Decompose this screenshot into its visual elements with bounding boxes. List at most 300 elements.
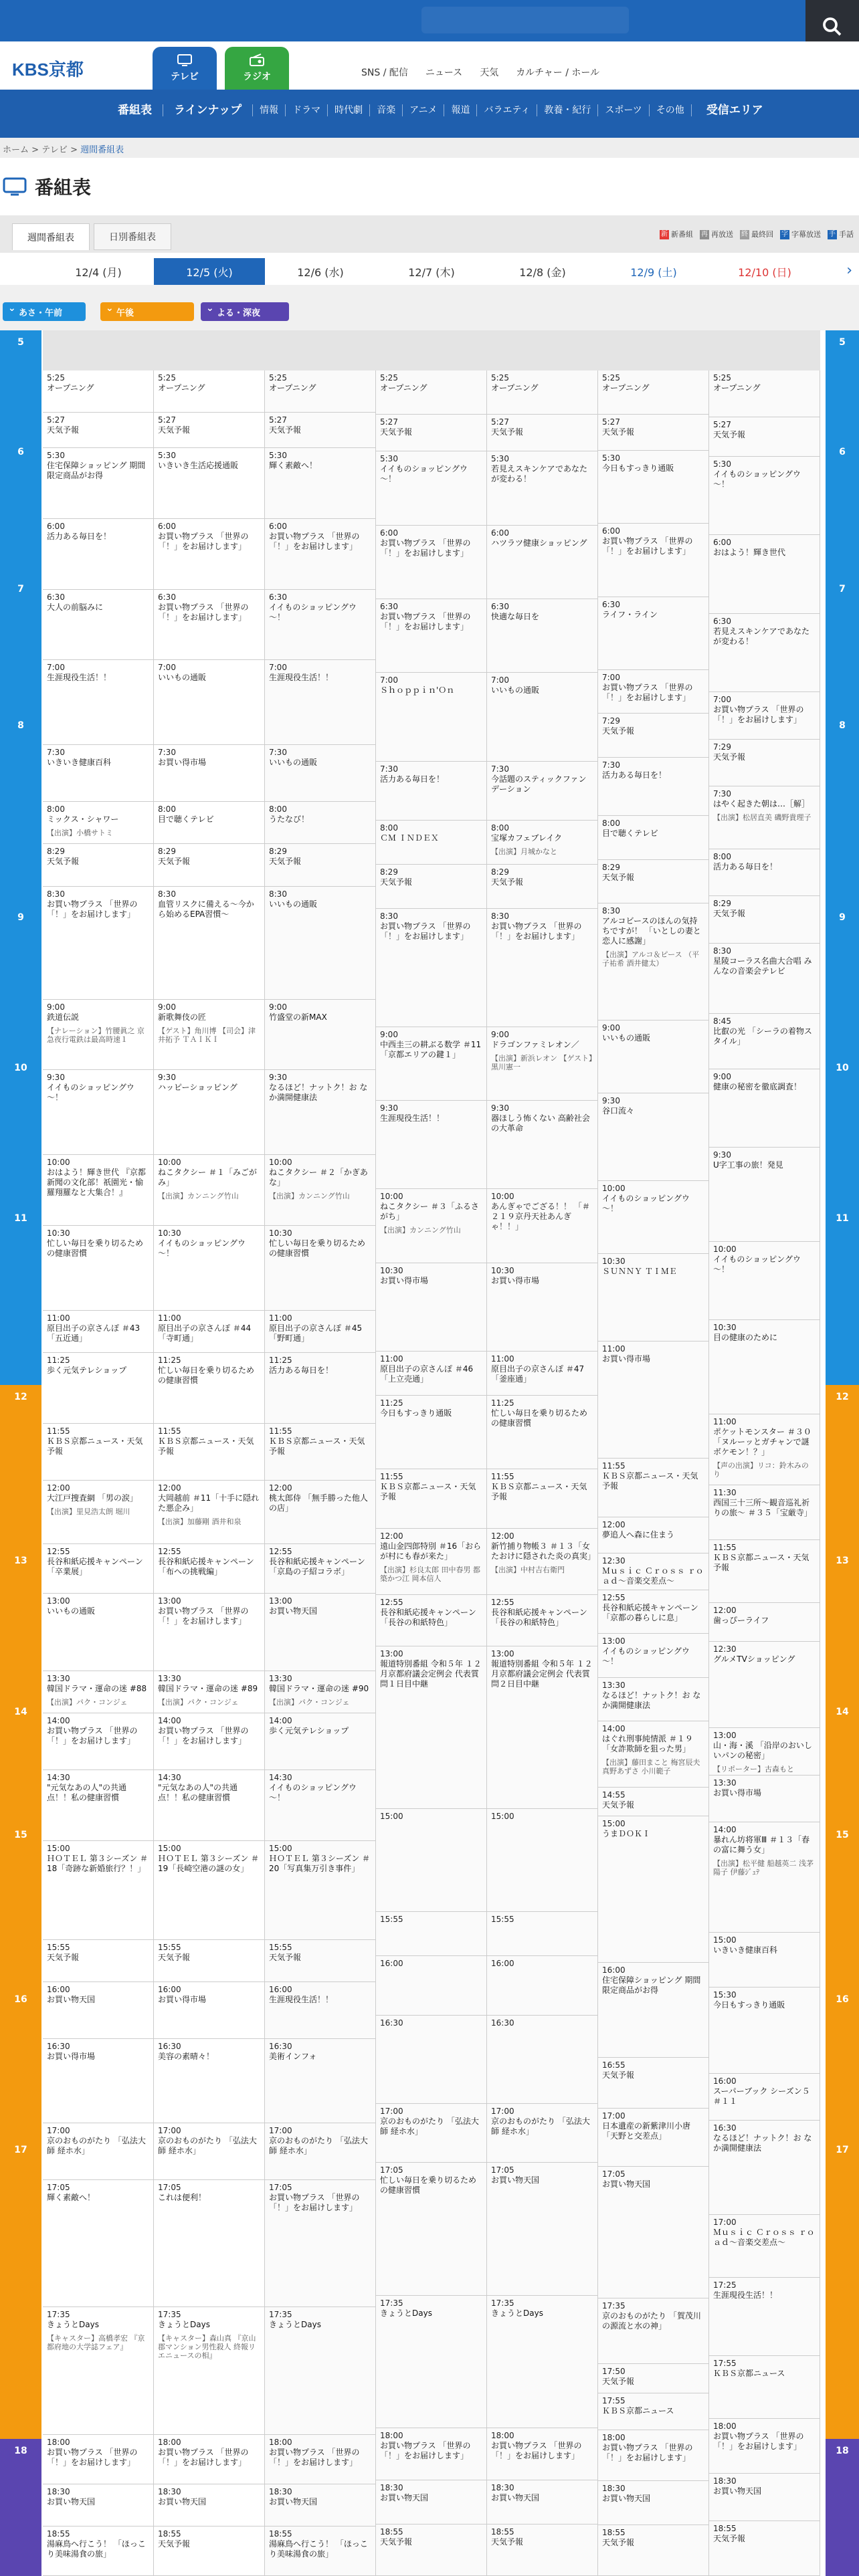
nav-news[interactable]: 報道 [444, 104, 477, 116]
program-cell[interactable] [265, 2307, 376, 2434]
program-cell[interactable] [487, 909, 598, 1027]
program-cell[interactable] [43, 2527, 154, 2576]
header-link-culture[interactable]: カルチャー / ホール [516, 68, 600, 78]
program-cell[interactable] [709, 1242, 820, 1320]
program-title: 京のおものがたり 「弘法大師 経ホ水」 [269, 2136, 368, 2156]
program-cell[interactable] [376, 1189, 487, 1263]
program-cell[interactable] [709, 1728, 820, 1775]
program-time: 16:00 [269, 1985, 292, 1995]
nav-jidaigeki[interactable]: 時代劇 [328, 104, 370, 116]
program-cell[interactable] [154, 844, 265, 886]
program-time: 14:00 [602, 1724, 626, 1734]
program-cell[interactable] [154, 2123, 265, 2180]
program-cell[interactable] [598, 1459, 709, 1517]
program-cell[interactable] [709, 417, 820, 457]
program-time: 8:29 [269, 847, 287, 857]
program-cell[interactable] [43, 1982, 154, 2039]
program-cell[interactable] [265, 2435, 376, 2484]
program-cell[interactable] [154, 2484, 265, 2527]
program-cell[interactable] [43, 887, 154, 1000]
program-cell[interactable] [265, 1070, 376, 1155]
program-cell[interactable] [598, 1181, 709, 1254]
program-cell[interactable] [376, 1101, 487, 1189]
program-cell[interactable] [43, 2307, 154, 2434]
program-cell[interactable] [709, 1320, 820, 1414]
program-cell[interactable] [598, 758, 709, 816]
program-cell[interactable] [376, 1469, 487, 1528]
program-cell[interactable] [598, 2298, 709, 2364]
program-cell[interactable] [154, 1481, 265, 1544]
program-cell[interactable] [376, 451, 487, 525]
program-cell[interactable] [265, 1000, 376, 1071]
date-tab[interactable]: 12/7 (木) [408, 265, 455, 279]
program-cell[interactable] [265, 590, 376, 661]
program-cell[interactable] [598, 1788, 709, 1817]
program-cell[interactable] [487, 1912, 598, 1956]
program-cell[interactable] [709, 1776, 820, 1822]
program-cell[interactable] [265, 887, 376, 1000]
program-cell[interactable] [265, 660, 376, 745]
program-cell[interactable] [709, 1642, 820, 1728]
program-cell[interactable] [709, 2474, 820, 2520]
nav-schedule[interactable]: 番組表 [107, 104, 163, 116]
program-cell[interactable] [487, 1469, 598, 1528]
program-cell[interactable] [154, 1424, 265, 1481]
program-cell[interactable] [376, 1396, 487, 1469]
program-cell[interactable] [487, 451, 598, 525]
program-cell[interactable] [376, 865, 487, 909]
nav-anime[interactable]: アニメ [403, 104, 444, 116]
program-cell[interactable] [265, 1226, 376, 1311]
program-title: お買い物天国 [491, 2175, 540, 2185]
program-cell[interactable] [376, 673, 487, 761]
program-cell[interactable] [154, 1000, 265, 1071]
program-title: イイものショッピングウ～！ [713, 469, 801, 490]
program-time: 14:00 [47, 1716, 70, 1726]
program-cell[interactable] [709, 370, 820, 417]
program-cell[interactable] [709, 740, 820, 786]
nav-reception-area[interactable]: 受信エリア [706, 104, 763, 117]
program-cell[interactable] [43, 2435, 154, 2484]
program-cell[interactable] [43, 1671, 154, 1713]
program-cell[interactable] [43, 844, 154, 886]
program-cell[interactable] [487, 2296, 598, 2429]
date-tab[interactable]: 12/8 (金) [519, 265, 566, 279]
date-selector [0, 253, 859, 285]
program-cell[interactable] [154, 1155, 265, 1226]
program-cell[interactable] [376, 821, 487, 865]
program-title: ねこタクシー ＃３「ふるさがち」 [380, 1202, 479, 1222]
program-cell[interactable] [43, 1544, 154, 1594]
program-cell[interactable] [709, 1603, 820, 1642]
program-time: 12:55 [158, 1546, 181, 1556]
program-cell[interactable] [598, 816, 709, 860]
program-cell[interactable] [376, 1646, 487, 1809]
program-cell[interactable] [598, 1517, 709, 1554]
program-cell[interactable] [709, 457, 820, 535]
program-cell[interactable] [376, 1529, 487, 1595]
program-title: 原目出子の京さんぽ ＃47「釜座通」 [491, 1364, 585, 1384]
program-cell[interactable] [709, 1933, 820, 1988]
program-cell[interactable] [376, 1809, 487, 1912]
program-cell[interactable] [154, 1311, 265, 1353]
breadcrumb-tv[interactable]: テレビ [41, 145, 68, 155]
program-cell[interactable] [154, 1982, 265, 2039]
program-cell[interactable] [598, 524, 709, 597]
program-cell[interactable] [376, 2016, 487, 2104]
program-cell[interactable] [487, 1189, 598, 1263]
program-title: 活力ある毎日を！ [47, 531, 112, 541]
program-time: 8:30 [602, 906, 620, 916]
program-description: 【出演】カンニング竹山 [158, 1192, 239, 1201]
program-cell[interactable] [709, 1414, 820, 1485]
program-cell[interactable] [598, 1963, 709, 2058]
program-cell[interactable] [154, 2527, 265, 2576]
band-afternoon[interactable]: ⌄ 午後 [100, 302, 194, 321]
program-cell[interactable] [598, 1254, 709, 1341]
program-cell[interactable] [376, 762, 487, 821]
program-cell[interactable] [43, 1000, 154, 1071]
program-cell[interactable] [487, 762, 598, 821]
program-cell[interactable] [709, 786, 820, 849]
program-cell[interactable] [598, 860, 709, 904]
program-cell[interactable] [487, 1027, 598, 1101]
program-cell[interactable] [598, 2481, 709, 2525]
program-cell[interactable] [265, 413, 376, 448]
program-cell[interactable] [43, 519, 154, 590]
program-time: 15:00 [491, 1811, 514, 1821]
nav-music[interactable]: 音楽 [370, 104, 403, 116]
program-cell[interactable] [487, 2163, 598, 2296]
program-cell[interactable] [376, 2525, 487, 2576]
program-cell[interactable] [265, 2180, 376, 2307]
program-cell[interactable] [487, 1646, 598, 1809]
program-cell[interactable] [487, 1396, 598, 1469]
program-cell[interactable] [598, 1093, 709, 1181]
program-time: 5:30 [602, 453, 620, 463]
legend-mark-icon: 再 [701, 231, 708, 238]
program-cell[interactable] [487, 1595, 598, 1646]
program-cell[interactable] [43, 1155, 154, 1226]
program-title: Ｍｕｓｉｃ Ｃｒｏｓｓ ｒｏａｄ～音楽交差点～ [602, 1566, 704, 1586]
program-cell[interactable] [154, 1770, 265, 1841]
program-cell[interactable] [265, 2527, 376, 2576]
program-cell[interactable] [265, 448, 376, 519]
program-cell[interactable] [43, 802, 154, 844]
program-cell[interactable] [487, 2016, 598, 2104]
program-cell[interactable] [709, 2215, 820, 2278]
program-cell[interactable] [265, 1481, 376, 1544]
program-time: 8:30 [158, 889, 176, 899]
program-cell[interactable] [154, 802, 265, 844]
program-cell[interactable] [709, 2521, 820, 2576]
program-cell[interactable] [265, 2039, 376, 2124]
program-time: 16:30 [47, 2041, 70, 2051]
program-time: 16:00 [602, 1965, 626, 1975]
program-cell[interactable] [43, 745, 154, 802]
program-cell[interactable] [154, 1594, 265, 1671]
program-cell[interactable] [154, 1226, 265, 1311]
program-cell[interactable] [487, 673, 598, 761]
program-cell[interactable] [598, 1553, 709, 1590]
program-cell[interactable] [43, 1770, 154, 1841]
program-cell[interactable] [265, 1544, 376, 1594]
program-cell[interactable] [709, 1148, 820, 1242]
program-cell[interactable] [376, 909, 487, 1027]
program-cell[interactable] [598, 1341, 709, 1459]
program-title: オープニング [380, 383, 427, 393]
program-cell[interactable] [376, 1263, 487, 1352]
site-logo[interactable]: KBS京都 [12, 60, 84, 80]
program-cell[interactable] [598, 2058, 709, 2109]
nav-culture[interactable]: 教養・紀行 [537, 104, 598, 116]
program-title: 比叡の光 「シーラの着物スタイル」 [713, 1027, 812, 1047]
program-cell[interactable] [709, 1069, 820, 1148]
program-cell[interactable] [487, 1263, 598, 1352]
program-cell[interactable] [43, 2484, 154, 2527]
program-cell[interactable] [265, 1155, 376, 1226]
program-cell[interactable] [43, 660, 154, 745]
program-cell[interactable] [487, 1101, 598, 1189]
program-cell[interactable] [709, 2419, 820, 2474]
program-cell[interactable] [265, 1982, 376, 2039]
nav-info[interactable]: 情報 [253, 104, 286, 116]
program-cell[interactable] [43, 413, 154, 448]
program-cell[interactable] [265, 1770, 376, 1841]
program-cell[interactable] [265, 745, 376, 802]
program-cell[interactable] [376, 526, 487, 599]
program-cell[interactable] [43, 2180, 154, 2307]
program-cell[interactable] [376, 2480, 487, 2525]
tab-weekly[interactable]: 週間番組表 [12, 223, 90, 250]
program-cell[interactable] [598, 903, 709, 1021]
program-cell[interactable] [265, 519, 376, 590]
band-morning[interactable]: ⌄ あさ・午前 [3, 302, 86, 321]
program-cell[interactable] [154, 2039, 265, 2124]
program-cell[interactable] [265, 1713, 376, 1770]
program-cell[interactable] [376, 2104, 487, 2163]
program-cell[interactable] [43, 448, 154, 519]
date-tab[interactable]: 12/9 (土) [630, 265, 677, 279]
program-cell[interactable] [265, 1671, 376, 1713]
program-cell[interactable] [43, 1940, 154, 1982]
program-cell[interactable] [43, 1070, 154, 1155]
program-cell[interactable] [265, 1841, 376, 1940]
program-title: 目の健康のために [713, 1333, 778, 1343]
breadcrumb-home[interactable]: ホーム [3, 145, 29, 155]
program-cell[interactable] [43, 1594, 154, 1671]
program-cell[interactable] [265, 370, 376, 413]
program-cell[interactable] [43, 2039, 154, 2124]
program-cell[interactable] [43, 1481, 154, 1544]
program-cell[interactable] [709, 2278, 820, 2356]
program-cell[interactable] [154, 519, 265, 590]
program-cell[interactable] [154, 1713, 265, 1770]
program-cell[interactable] [265, 1940, 376, 1982]
program-cell[interactable] [376, 1027, 487, 1101]
program-cell[interactable] [154, 448, 265, 519]
program-cell[interactable] [598, 1021, 709, 1093]
program-cell[interactable] [376, 370, 487, 415]
program-cell[interactable] [709, 2074, 820, 2121]
program-time: 18:30 [602, 2484, 626, 2494]
program-cell[interactable] [154, 1544, 265, 1594]
program-cell[interactable] [154, 1940, 265, 1982]
program-cell[interactable] [154, 1671, 265, 1713]
program-cell[interactable] [709, 535, 820, 613]
date-tab[interactable]: 12/4 (月) [75, 265, 122, 279]
date-tab[interactable]: 12/5 (火) [154, 258, 265, 285]
program-cell[interactable] [709, 1014, 820, 1069]
program-cell[interactable] [598, 1816, 709, 1962]
program-cell[interactable] [598, 1634, 709, 1678]
program-cell[interactable] [376, 599, 487, 673]
tab-radio[interactable] [225, 47, 289, 90]
program-cell[interactable] [487, 1956, 598, 2015]
program-cell[interactable] [376, 2428, 487, 2480]
program-cell[interactable] [598, 370, 709, 415]
program-cell[interactable] [487, 2525, 598, 2576]
program-cell[interactable] [43, 2123, 154, 2180]
program-cell[interactable] [487, 2104, 598, 2163]
program-cell[interactable] [376, 1912, 487, 1956]
program-cell[interactable] [43, 1311, 154, 1353]
program-cell[interactable] [598, 597, 709, 670]
program-time: 18:30 [491, 2482, 514, 2492]
program-cell[interactable] [376, 1352, 487, 1396]
program-cell[interactable] [376, 2296, 487, 2429]
program-cell[interactable] [598, 2393, 709, 2430]
program-cell[interactable] [487, 526, 598, 599]
program-cell[interactable] [43, 1226, 154, 1311]
program-time: 18:55 [380, 2527, 403, 2537]
nav-variety[interactable]: バラエティ [477, 104, 537, 116]
program-cell[interactable] [154, 1353, 265, 1424]
schedule-grid [0, 330, 859, 2576]
program-cell[interactable] [709, 2356, 820, 2419]
program-cell[interactable] [598, 1721, 709, 1787]
program-cell[interactable] [598, 2109, 709, 2167]
program-cell[interactable] [487, 415, 598, 451]
program-cell[interactable] [376, 415, 487, 451]
program-cell[interactable] [709, 1540, 820, 1603]
program-title: 目で聴くテレビ [158, 814, 214, 824]
program-cell[interactable] [43, 590, 154, 661]
program-title: お買い物プラス 「世界の「！」をお届けします」 [602, 682, 693, 702]
program-cell[interactable] [598, 714, 709, 758]
program-cell[interactable] [709, 1988, 820, 2074]
program-cell[interactable] [598, 2525, 709, 2576]
header-link-weather[interactable]: 天気 [480, 68, 499, 78]
program-cell[interactable] [376, 1956, 487, 2015]
program-cell[interactable] [154, 590, 265, 661]
program-cell[interactable] [154, 660, 265, 745]
program-cell[interactable] [154, 887, 265, 1000]
program-cell[interactable] [487, 865, 598, 909]
program-cell[interactable] [709, 692, 820, 739]
program-cell[interactable] [598, 2430, 709, 2481]
program-cell[interactable] [709, 849, 820, 896]
program-title: 歩く元気テレショップ [47, 1366, 127, 1376]
program-cell[interactable] [598, 2364, 709, 2393]
program-cell[interactable] [43, 1841, 154, 1940]
program-cell[interactable] [709, 896, 820, 943]
program-cell[interactable] [154, 2435, 265, 2484]
header-link-news[interactable]: ニュース [425, 68, 463, 78]
program-cell[interactable] [154, 1070, 265, 1155]
program-cell[interactable] [376, 1595, 487, 1646]
program-cell[interactable] [43, 370, 154, 413]
program-cell[interactable] [598, 1678, 709, 1722]
program-time: 6:30 [269, 592, 287, 602]
program-cell[interactable] [154, 370, 265, 413]
program-cell[interactable] [376, 2163, 487, 2296]
program-title: 忙しい毎日を乗り切るための健康習慣 [491, 1408, 588, 1428]
tab-tv[interactable] [153, 47, 217, 90]
program-cell[interactable] [487, 821, 598, 865]
program-cell[interactable] [487, 1529, 598, 1595]
program-cell[interactable] [43, 1424, 154, 1481]
nav-drama[interactable]: ドラマ [286, 104, 328, 116]
program-cell[interactable] [154, 2180, 265, 2307]
program-cell[interactable] [265, 1424, 376, 1481]
band-night[interactable]: ⌄ よる・深夜 [201, 302, 289, 321]
program-cell[interactable] [43, 1713, 154, 1770]
program-cell[interactable] [487, 599, 598, 673]
program-cell[interactable] [598, 670, 709, 714]
next-week-chevron-icon[interactable]: › [846, 262, 852, 279]
header-link-sns[interactable]: SNS / 配信 [361, 68, 408, 78]
program-cell[interactable] [265, 844, 376, 886]
program-cell[interactable] [598, 415, 709, 451]
program-cell[interactable] [265, 1594, 376, 1671]
program-cell[interactable] [265, 1311, 376, 1353]
nav-lineup[interactable]: ラインナップ [163, 104, 253, 116]
program-cell[interactable] [265, 802, 376, 844]
program-cell[interactable] [487, 2480, 598, 2525]
program-cell[interactable] [709, 944, 820, 1014]
program-time: 13:00 [47, 1596, 70, 1606]
nav-other[interactable]: その他 [650, 104, 692, 116]
nav-sports[interactable]: スポーツ [598, 104, 649, 116]
program-title: お買い物天国 [380, 2492, 429, 2502]
program-cell[interactable] [709, 614, 820, 692]
program-cell[interactable] [154, 2307, 265, 2434]
program-title: なるほど！ナットク！お なか満開健康法 [269, 1083, 368, 1103]
program-cell[interactable] [709, 1822, 820, 1932]
tab-daily[interactable]: 日別番組表 [94, 223, 171, 250]
date-tab[interactable]: 12/6 (水) [297, 265, 344, 279]
program-cell[interactable] [154, 1841, 265, 1940]
program-cell[interactable] [154, 413, 265, 448]
date-tab[interactable]: 12/10 (日) [738, 265, 791, 279]
program-cell[interactable] [487, 2428, 598, 2480]
program-cell[interactable] [487, 1809, 598, 1912]
program-cell[interactable] [709, 1485, 820, 1540]
program-time: 18:55 [713, 2523, 737, 2533]
program-cell[interactable] [598, 1590, 709, 1634]
program-cell[interactable] [598, 451, 709, 524]
program-cell[interactable] [265, 2484, 376, 2527]
program-cell[interactable] [43, 1353, 154, 1424]
program-cell[interactable] [265, 1353, 376, 1424]
program-cell[interactable] [709, 2121, 820, 2215]
program-cell[interactable] [487, 370, 598, 415]
program-cell[interactable] [154, 745, 265, 802]
program-cell[interactable] [487, 1352, 598, 1396]
program-cell[interactable] [598, 2167, 709, 2298]
program-cell[interactable] [265, 2123, 376, 2180]
